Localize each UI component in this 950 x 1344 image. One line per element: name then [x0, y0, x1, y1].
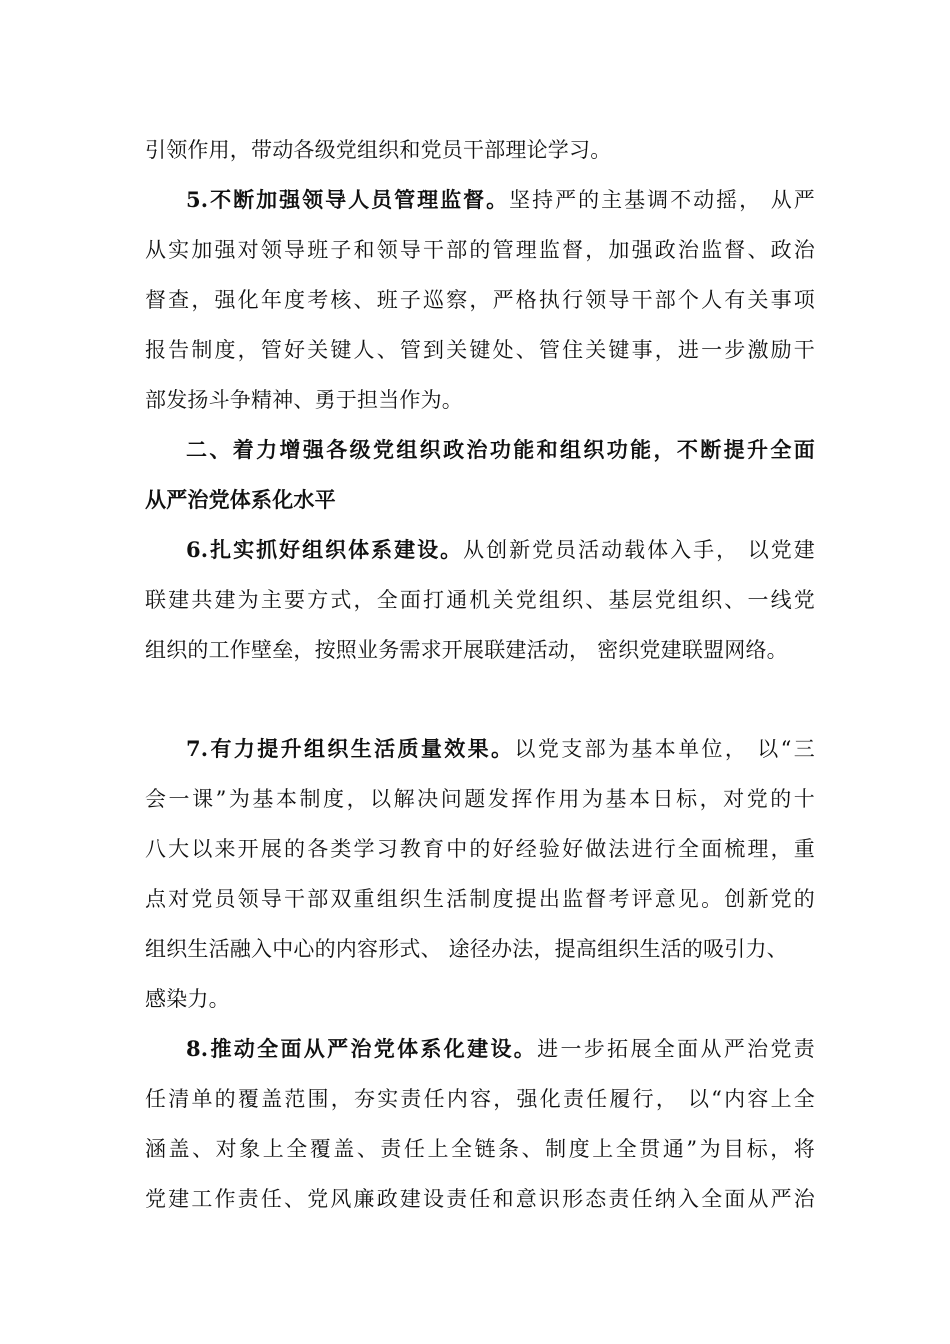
paragraph-line: 组织的工作壁垒，按照业务需求开展联建活动， 密织党建联盟网络。 [145, 638, 788, 662]
item-8-text: 进一步拓展全面从严治党责 [537, 1037, 815, 1061]
paragraph-line: 联建共建为主要方式，全面打通机关党组织、基层党组织、一线党 [145, 588, 815, 612]
item-8-line [186, 1032, 815, 1066]
section-heading-line: 二、着力增强各级党组织政治功能和组织功能，不断提升全面 [186, 437, 815, 462]
item-5-line [186, 183, 815, 217]
paragraph-line: 任清单的覆盖范围，夯实责任内容，强化责任履行， 以“内容上全 [145, 1087, 815, 1111]
item-7-line [186, 732, 815, 766]
item-7-text: 以党支部为基本单位， 以“三 [514, 737, 816, 761]
item-6-line [186, 533, 815, 567]
item-5-text: 坚持严的主基调不动摇， 从严 [509, 188, 815, 212]
paragraph-line: 部发扬斗争精神、勇于担当作为。 [145, 388, 463, 412]
paragraph-line: 组织生活融入中心的内容形式、 途径办法，提高组织生活的吸引力、 [145, 937, 788, 961]
item-6-text: 从创新党员活动载体入手， 以党建 [463, 538, 815, 562]
item-7-heading: 7.有力提升组织生活质量效果。 [186, 736, 515, 761]
paragraph-line: 会一课”为基本制度，以解决问题发挥作用为基本日标，对党的十 [145, 787, 815, 811]
item-6-heading: 6.扎实抓好组织体系建设。 [186, 537, 464, 562]
paragraph-line: 党建工作责任、党风廉政建设责任和意识形态责任纳入全面从严治 [145, 1187, 815, 1211]
paragraph-line: 八大以来开展的各类学习教育中的好经验好做法进行全面梳理，重 [145, 837, 815, 861]
paragraph-line: 报告制度，管好关键人、管到关键处、管住关键事，进一步激励干 [145, 338, 815, 362]
item-5-heading: 5.不断加强领导人员管理监督。 [186, 187, 510, 212]
paragraph-line: 点对党员领导干部双重组织生活制度提出监督考评意见。创新党的 [145, 887, 815, 911]
section-heading-line: 从严治党体系化水平 [145, 487, 336, 512]
paragraph-line: 涵盖、对象上全覆盖、责任上全链条、制度上全贯通”为目标，将 [145, 1137, 815, 1161]
item-8-heading: 8.推动全面从严治党体系化建设。 [186, 1036, 538, 1061]
paragraph-line: 引领作用，带动各级党组织和党员干部理论学习。 [145, 138, 612, 162]
paragraph-line: 感染力。 [145, 987, 230, 1011]
paragraph-line: 从实加强对领导班子和领导干部的管理监督，加强政治监督、政治 [145, 238, 815, 262]
paragraph-line: 督查，强化年度考核、班子巡察，严格执行领导干部个人有关事项 [145, 288, 815, 312]
